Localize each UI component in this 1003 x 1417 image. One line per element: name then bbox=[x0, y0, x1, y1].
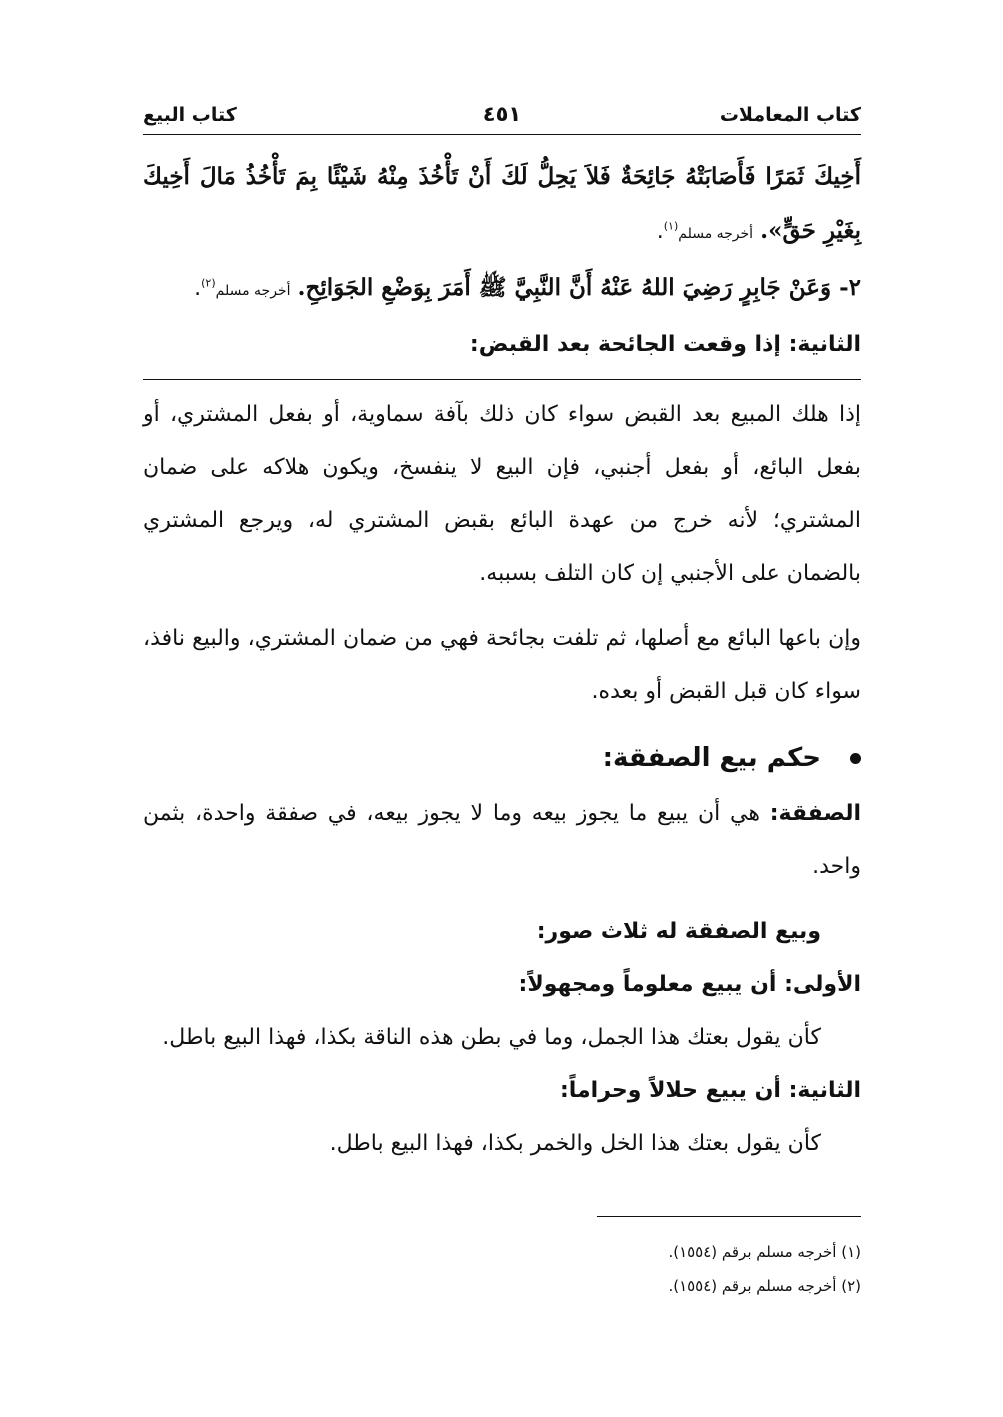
page-body bbox=[143, 150, 861, 1170]
hadith-continuation: أَخِيكَ ثَمَرًا فَأَصَابَتْهُ جَائِحَةٌ فَلاَ يَحِلُّ لَكَ أَنْ تَأْخُذَ مِنْهُ شَيْئًا بِمَ تَأْخُذُ مَالَ أَخِيكَ بِغَيْرِ حَقٍّ». أخرجه مسلم$^{(١)}$. bbox=[143, 163, 861, 244]
definition-term: الصفقة: bbox=[769, 801, 861, 826]
footnote: (٢) أخرجه مسلم برقم (١٥٥٤). bbox=[668, 1277, 861, 1295]
hadith-text: أَخِيكَ ثَمَرًا فَأَصَابَتْهُ جَائِحَةٌ فَلاَ يَحِلُّ لَكَ أَنْ تَأْخُذَ مِنْهُ شَيْئًا بِمَ تَأْخُذُ مَالَ أَخِيكَ بِغَيْرِ حَقٍّ». bbox=[143, 163, 861, 244]
hadith-jabir: ٢- وَعَنْ جَابِرٍ رَضِيَ اللهُ عَنْهُ أَنَّ النَّبِيَّ ﷺ أَمَرَ بِوَضْعِ الجَوَائِحِ. أخرجه مسلم$^{(٢)}$. bbox=[194, 274, 861, 301]
paragraph: وإن باعها البائع مع أصلها، ثم تلفت بجائحة فهي من ضمان المشتري، والبيع نافذ، سواء كان قبل القبض أو بعده. bbox=[143, 626, 861, 704]
page-number: ٤٥١ bbox=[482, 102, 522, 126]
section-heading bbox=[143, 732, 861, 785]
example: كأن يقول بعتك هذا الجمل، وما في بطن هذه الناقة بكذا، فهذا البيع باطل. bbox=[162, 1025, 821, 1050]
subheading: وبيع الصفقة له ثلاث صور: bbox=[536, 919, 821, 944]
footnote-ref[interactable]: (٢) bbox=[201, 276, 216, 290]
definition bbox=[143, 787, 861, 893]
form-heading: الأولى: أن يبيع معلوماً ومجهولاً: bbox=[518, 972, 861, 997]
footnote: (١) أخرجه مسلم برقم (١٥٥٤). bbox=[668, 1243, 861, 1261]
definition-text: هي أن يبيع ما يجوز بيعه وما لا يجوز بيعه، في صفقة واحدة، بثمن واحد. bbox=[143, 801, 861, 879]
footnotes bbox=[500, 1235, 861, 1303]
book-title: كتاب المعاملات bbox=[719, 104, 861, 126]
example: كأن يقول بعتك هذا الخل والخمر بكذا، فهذا البيع باطل. bbox=[329, 1131, 821, 1156]
hadith-text: ٢- وَعَنْ جَابِرٍ رَضِيَ اللهُ عَنْهُ أَنَّ النَّبِيَّ ﷺ أَمَرَ بِوَضْعِ الجَوَائِحِ. bbox=[297, 274, 861, 301]
chapter-title: كتاب البيع bbox=[143, 104, 237, 126]
bullet-icon bbox=[850, 753, 861, 764]
footnote-divider bbox=[597, 1216, 861, 1217]
running-header bbox=[143, 98, 861, 135]
case-heading: الثانية: إذا وقعت الجائحة بعد القبض: bbox=[469, 332, 861, 357]
citation: أخرجه مسلم bbox=[215, 283, 291, 299]
form-heading: الثانية: أن يبيع حلالاً وحراماً: bbox=[559, 1078, 861, 1103]
citation: أخرجه مسلم bbox=[678, 226, 754, 242]
footnote-ref[interactable]: (١) bbox=[663, 219, 679, 233]
paragraph: إذا هلك المبيع بعد القبض سواء كان ذلك بآفة سماوية، أو بفعل المشتري، أو بفعل البائع، أو بفعل أجنبي، فإن البيع لا ينفسخ، ويكون هلاكه على ضمان المشتري؛ لأنه خرج من عهدة البائع بقبض المشتري له، ويرجع المشتري بالضمان على الأجنبي إن كان التلف بسببه. bbox=[143, 379, 861, 600]
section-title: حكم بيع الصفقة: bbox=[602, 743, 821, 773]
